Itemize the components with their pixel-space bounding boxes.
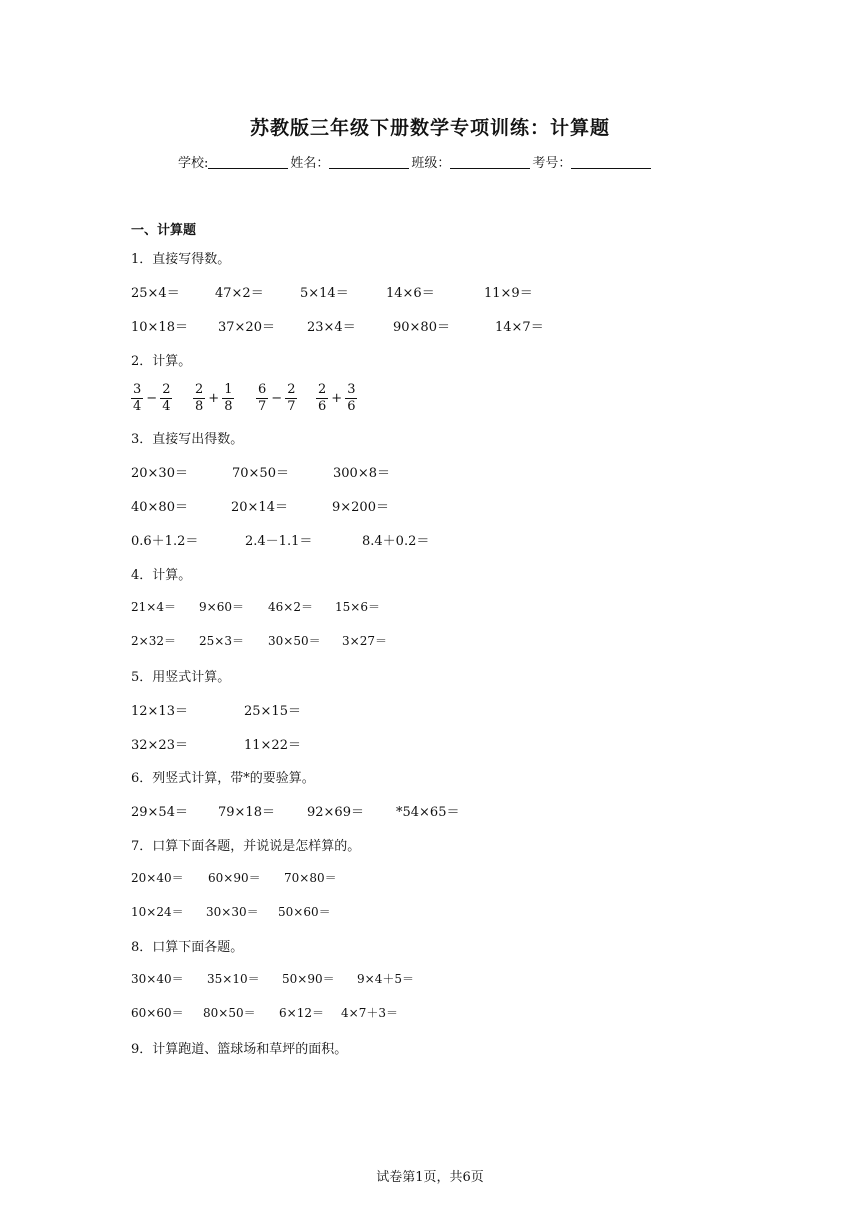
question-7-prompt: 7．口算下面各题，并说说是怎样算的。: [131, 839, 361, 854]
expression: 30×40＝: [131, 972, 184, 986]
expression: 2.4－1.1＝: [245, 534, 313, 549]
fraction-expression: [256, 380, 297, 416]
expression: 92×69＝: [307, 805, 364, 820]
expression: 32×23＝: [131, 738, 188, 753]
expression: 9×4＋5＝: [357, 972, 414, 986]
denominator: 7: [258, 398, 267, 414]
expression: 20×14＝: [231, 500, 288, 515]
expression: *54×65＝: [396, 805, 460, 820]
fraction: [345, 382, 357, 415]
question-8-row-1: [131, 970, 731, 988]
fraction-expression: [131, 380, 172, 416]
question-5-prompt: 5．用竖式计算。: [131, 670, 231, 685]
denominator: 6: [318, 398, 327, 414]
fraction: [316, 382, 328, 415]
denominator: 4: [133, 398, 142, 414]
page-footer: 试卷第1页，共6页: [376, 1170, 484, 1185]
expression: 47×2＝: [215, 286, 264, 301]
student-info-line: [178, 152, 653, 171]
operator: +: [331, 390, 343, 406]
operator: −: [271, 390, 283, 406]
expression: 300×8＝: [333, 466, 390, 481]
expression: 50×90＝: [282, 972, 335, 986]
name-label: 姓名：: [290, 156, 330, 171]
expression: 4×7＋3＝: [341, 1006, 398, 1020]
question-1-row-2: [131, 316, 731, 334]
expression: 20×40＝: [131, 871, 184, 885]
exam-number-blank: [571, 154, 651, 169]
expression: 60×60＝: [131, 1006, 184, 1020]
expression: 79×18＝: [218, 805, 275, 820]
expression: 29×54＝: [131, 805, 188, 820]
expression: 14×6＝: [386, 286, 435, 301]
expression: 10×24＝: [131, 905, 184, 919]
question-7-row-1: [131, 869, 731, 887]
fraction: [193, 382, 205, 415]
expression: 30×50＝: [268, 634, 321, 648]
question-1-prompt: 1．直接写得数。: [131, 252, 231, 267]
question-4-prompt: 4．计算。: [131, 568, 192, 583]
school-blank: [208, 154, 288, 169]
expression: 15×6＝: [335, 600, 380, 614]
expression: 23×4＝: [307, 320, 356, 335]
expression: 50×60＝: [278, 905, 331, 919]
page-title: 苏教版三年级下册数学专项训练：计算题: [249, 117, 610, 139]
fraction-expression: [193, 380, 234, 416]
fraction: [256, 382, 268, 415]
expression: 9×60＝: [199, 600, 244, 614]
question-3-prompt: 3．直接写出得数。: [131, 432, 244, 447]
fraction: [131, 382, 143, 415]
expression: 14×7＝: [495, 320, 544, 335]
question-1-row-1: [131, 282, 731, 300]
expression: 2×32＝: [131, 634, 176, 648]
numerator: 2: [287, 381, 296, 397]
class-label: 班级：: [411, 156, 451, 171]
numerator: 1: [224, 381, 233, 397]
denominator: 8: [195, 398, 204, 414]
expression: 35×10＝: [207, 972, 260, 986]
expression: 37×20＝: [218, 320, 275, 335]
fraction: [160, 382, 172, 415]
denominator: 6: [347, 398, 356, 414]
expression: 0.6＋1.2＝: [131, 534, 199, 549]
class-blank: [450, 154, 530, 169]
question-6-row-1: [131, 801, 731, 819]
expression: 60×90＝: [208, 871, 261, 885]
expression: 70×80＝: [284, 871, 337, 885]
fraction: [222, 382, 234, 415]
expression: 6×12＝: [279, 1006, 324, 1020]
fraction-expression: [316, 380, 357, 416]
expression: 90×80＝: [393, 320, 450, 335]
expression: 9×200＝: [332, 500, 389, 515]
exam-number-label: 考号：: [532, 156, 572, 171]
question-5-row-2: [131, 734, 731, 752]
numerator: 2: [162, 381, 171, 397]
expression: 11×22＝: [244, 738, 301, 753]
expression: 25×15＝: [244, 704, 301, 719]
question-8-prompt: 8．口算下面各题。: [131, 940, 244, 955]
question-9-prompt: 9．计算跑道、篮球场和草坪的面积。: [131, 1042, 348, 1057]
name-blank: [329, 154, 409, 169]
school-label: 学校:: [178, 156, 209, 171]
numerator: 3: [133, 381, 142, 397]
expression: 10×18＝: [131, 320, 188, 335]
expression: 3×27＝: [342, 634, 387, 648]
expression: 40×80＝: [131, 500, 188, 515]
question-2-prompt: 2．计算。: [131, 354, 192, 369]
denominator: 4: [162, 398, 171, 414]
question-4-row-1: [131, 598, 731, 616]
expression: 25×4＝: [131, 286, 180, 301]
question-6-prompt: 6．列竖式计算，带*的要验算。: [131, 771, 315, 786]
question-7-row-2: [131, 903, 731, 921]
denominator: 8: [224, 398, 233, 414]
expression: 70×50＝: [232, 466, 289, 481]
numerator: 2: [318, 381, 327, 397]
operator: −: [146, 390, 158, 406]
expression: 20×30＝: [131, 466, 188, 481]
question-3-row-1: [131, 462, 731, 480]
expression: 12×13＝: [131, 704, 188, 719]
expression: 30×30＝: [206, 905, 259, 919]
expression: 8.4＋0.2＝: [362, 534, 430, 549]
question-4-row-2: [131, 632, 731, 650]
numerator: 6: [258, 381, 267, 397]
expression: 11×9＝: [484, 286, 533, 301]
expression: 46×2＝: [268, 600, 313, 614]
question-5-row-1: [131, 700, 731, 718]
question-8-row-2: [131, 1004, 731, 1022]
operator: +: [208, 390, 220, 406]
question-3-row-3: [131, 530, 731, 548]
expression: 25×3＝: [199, 634, 244, 648]
expression: 80×50＝: [203, 1006, 256, 1020]
expression: 21×4＝: [131, 600, 176, 614]
question-2-fractions: [131, 380, 531, 416]
numerator: 2: [195, 381, 204, 397]
numerator: 3: [347, 381, 356, 397]
section-title: 一、计算题: [131, 223, 197, 238]
expression: 5×14＝: [300, 286, 349, 301]
question-3-row-2: [131, 496, 731, 514]
denominator: 7: [287, 398, 296, 414]
fraction: [285, 382, 297, 415]
